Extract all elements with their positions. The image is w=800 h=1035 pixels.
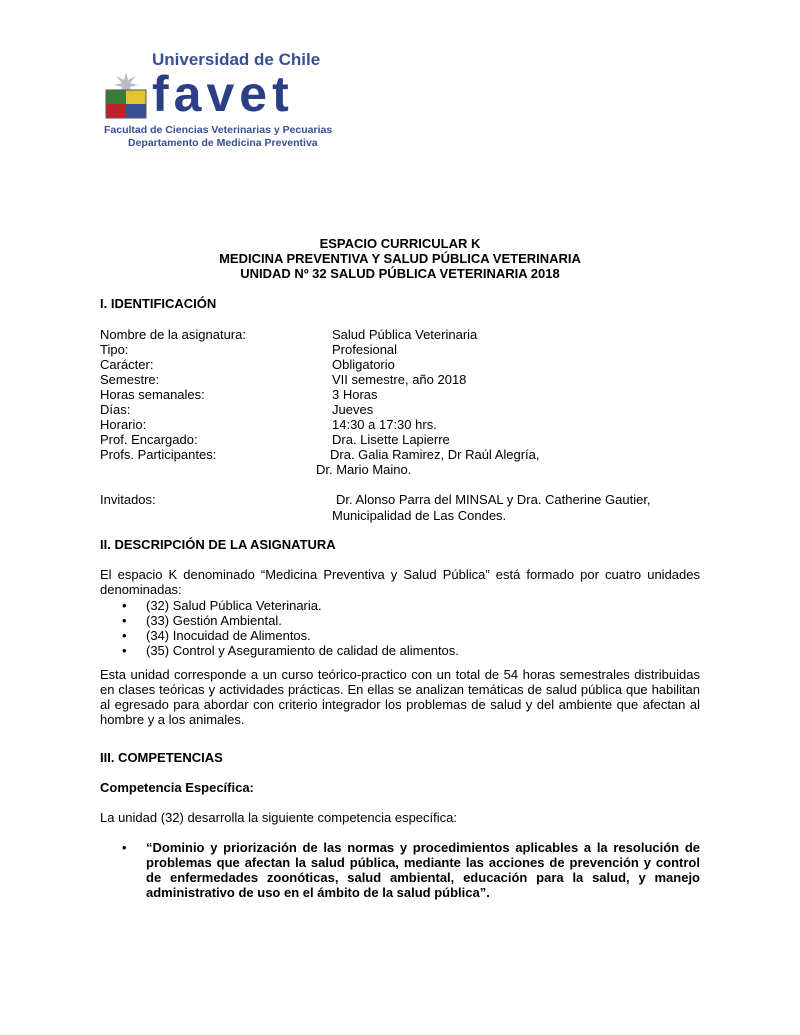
info-value: Obligatorio <box>332 357 395 372</box>
info-row <box>100 387 700 402</box>
bullet-icon: • <box>122 598 127 613</box>
info-row-continuation <box>100 508 700 523</box>
info-label: Horas semanales: <box>100 387 205 402</box>
bullet-icon: • <box>122 840 127 855</box>
section-heading-description: II. DESCRIPCIÓN DE LA ASIGNATURA <box>100 537 336 552</box>
section-heading-competencies: III. COMPETENCIAS <box>100 750 223 765</box>
info-label: Nombre de la asignatura: <box>100 327 246 342</box>
info-label: Días: <box>100 402 131 417</box>
info-row <box>100 372 700 387</box>
info-value: Salud Pública Veterinaria <box>332 327 478 342</box>
list-item <box>100 613 459 628</box>
info-value: Dra. Lisette Lapierre <box>332 432 450 447</box>
info-label: Horario: <box>100 417 147 432</box>
info-value: Jueves <box>332 402 374 417</box>
info-value: 3 Horas <box>332 387 378 402</box>
description-intro: El espacio K denominado “Medicina Preventiva y Salud Pública” está formado por cuatro unidades denominadas: <box>100 567 700 597</box>
list-item <box>100 598 459 613</box>
list-item <box>100 643 459 658</box>
university-shield-icon <box>104 72 148 120</box>
bullet-icon: • <box>122 643 127 658</box>
bullet-icon: • <box>122 628 127 643</box>
info-row <box>100 342 700 357</box>
list-item-text: (35) Control y Aseguramiento de calidad de alimentos. <box>146 643 459 658</box>
section-heading-identification: I. IDENTIFICACIÓN <box>100 296 217 311</box>
info-value: Dr. Alonso Parra del MINSAL y Dra. Catherine Gautier, <box>336 492 651 507</box>
info-row <box>100 327 700 342</box>
logo-department: Departamento de Medicina Preventiva <box>128 137 318 149</box>
info-row-continuation <box>100 462 700 477</box>
units-list <box>100 598 459 658</box>
logo-faculty: Facultad de Ciencias Veterinarias y Pecuarias <box>104 124 333 136</box>
logo-university-name: Universidad de Chile <box>152 50 321 69</box>
info-value: Municipalidad de Las Condes. <box>332 508 507 523</box>
list-item-text: (33) Gestión Ambiental. <box>146 613 282 628</box>
info-label: Invitados: <box>100 492 156 507</box>
title-line-2: MEDICINA PREVENTIVA Y SALUD PÚBLICA VETERINARIA <box>219 251 581 266</box>
info-value: VII semestre, año 2018 <box>332 372 467 387</box>
title-line-1: ESPACIO CURRICULAR K <box>319 236 481 251</box>
info-row <box>100 402 700 417</box>
logo-brand: favet <box>152 66 294 122</box>
title-line-3: UNIDAD Nº 32 SALUD PÚBLICA VETERINARIA 2018 <box>240 266 560 281</box>
document-title-block <box>0 236 800 281</box>
info-label: Carácter: <box>100 357 154 372</box>
competency-statement: “Dominio y priorización de las normas y procedimientos aplicables a la resolución de problemas que afectan la salud pública, mediante las acciones de prevención y control de enfermedades zoonóticas, salud ambiental, educación para la salud, y manejo administrativo de uso en el ámbito de la salud pública”. <box>146 840 700 900</box>
info-row <box>100 357 700 372</box>
info-value: Profesional <box>332 342 398 357</box>
info-label: Profs. Participantes: <box>100 447 217 462</box>
competency-subheading: Competencia Específica: <box>100 780 254 795</box>
info-row-invited <box>100 492 700 507</box>
list-item <box>100 628 459 643</box>
info-row <box>100 432 700 447</box>
list-item-text: (32) Salud Pública Veterinaria. <box>146 598 322 613</box>
description-body: Esta unidad corresponde a un curso teórico-practico con un total de 54 horas semestrales distribuidas en clases teóricas y actividades prácticas. En ellas se analizan temáticas de salud pública que habilitan al egresado para abordar con criterio integrador los problemas de salud y del ambiente que afectan al hombre y a los animales. <box>100 667 700 727</box>
info-row <box>100 447 700 462</box>
competency-intro: La unidad (32) desarrolla la siguiente competencia específica: <box>100 810 457 825</box>
faculty-logo <box>100 44 340 154</box>
info-row <box>100 417 700 432</box>
info-value: Dra. Galia Ramirez, Dr Raúl Alegría, <box>330 447 540 462</box>
info-label: Tipo: <box>100 342 129 357</box>
info-label: Semestre: <box>100 372 160 387</box>
bullet-icon: • <box>122 613 127 628</box>
info-value: 14:30 a 17:30 hrs. <box>332 417 437 432</box>
list-item-text: (34) Inocuidad de Alimentos. <box>146 628 311 643</box>
info-value: Dr. Mario Maino. <box>316 462 412 477</box>
info-label: Prof. Encargado: <box>100 432 198 447</box>
